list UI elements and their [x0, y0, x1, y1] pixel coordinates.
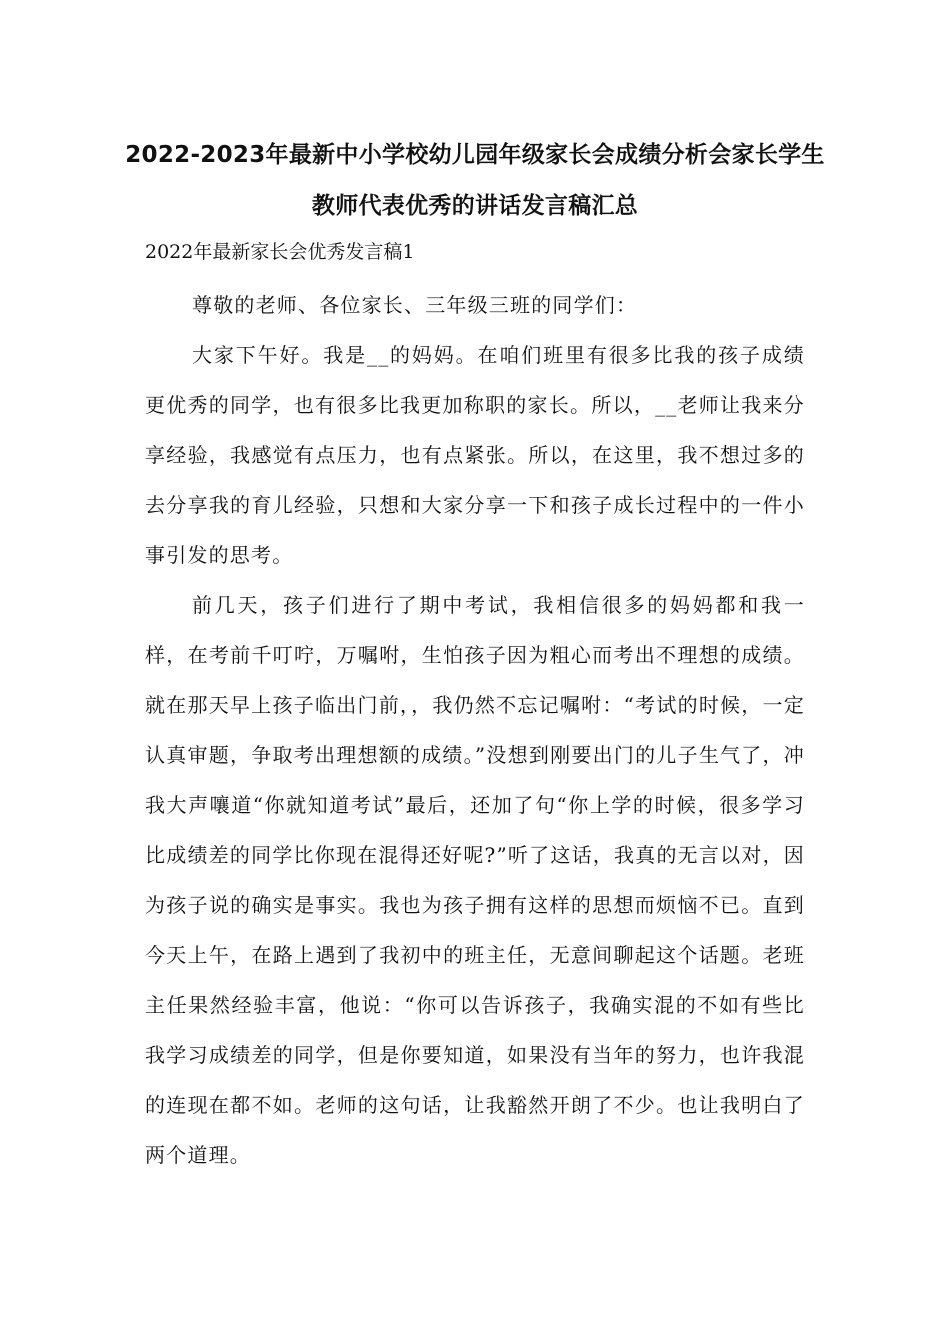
- document-body: [145, 280, 805, 1180]
- section-heading: 2022年最新家长会优秀发言稿1: [145, 241, 415, 263]
- salutation-paragraph: 尊敬的老师、各位家长、三年级三班的同学们：: [192, 293, 638, 317]
- body-paragraph-story: 前几天，孩子们进行了期中考试，我相信很多的妈妈都和我一样，在考前千叮咛，万嘱咐，生怕孩子因为粗心而考出不理想的成绩。就在那天早上孩子临出门前，，我仍然不忘记嘱咐：“考试的时候，一定认真审题，争取考出理想额的成绩。”没想到刚要出门的儿子生气了，冲我大声嚷道“你就知道考试”最后，还加了句“你上学的时候，很多学习比成绩差的同学比你现在混得还好呢?”听了这话，我真的无言以对，因为孩子说的确实是事实。我也为孩子拥有这样的思想而烦恼不已。直到今天上午，在路上遇到了我初中的班主任，无意间聊起这个话题。老班主任果然经验丰富，他说：“你可以告诉孩子，我确实混的不如有些比我学习成绩差的同学，但是你要知道，如果没有当年的努力，也许我混的连现在都不如。老师的这句话，让我豁然开朗了不少。也让我明白了两个道理。: [145, 593, 805, 1167]
- document-title-line-2: 教师代表优秀的讲话发言稿汇总: [311, 193, 639, 219]
- body-paragraph-introduction: 大家下午好。我是__的妈妈。在咱们班里有很多比我的孩子成绩更优秀的同学，也有很多比我更加称职的家长。所以，__老师让我来分享经验，我感觉有点压力，也有点紧张。所以，在这里，我不想过多的去分享我的育儿经验，只想和大家分享一下和孩子成长过程中的一件小事引发的思考。: [145, 343, 805, 567]
- document-title: [120, 130, 830, 232]
- document-title-line-1: 2022-2023年最新中小学校幼儿园年级家长会成绩分析会家长学生: [125, 142, 825, 168]
